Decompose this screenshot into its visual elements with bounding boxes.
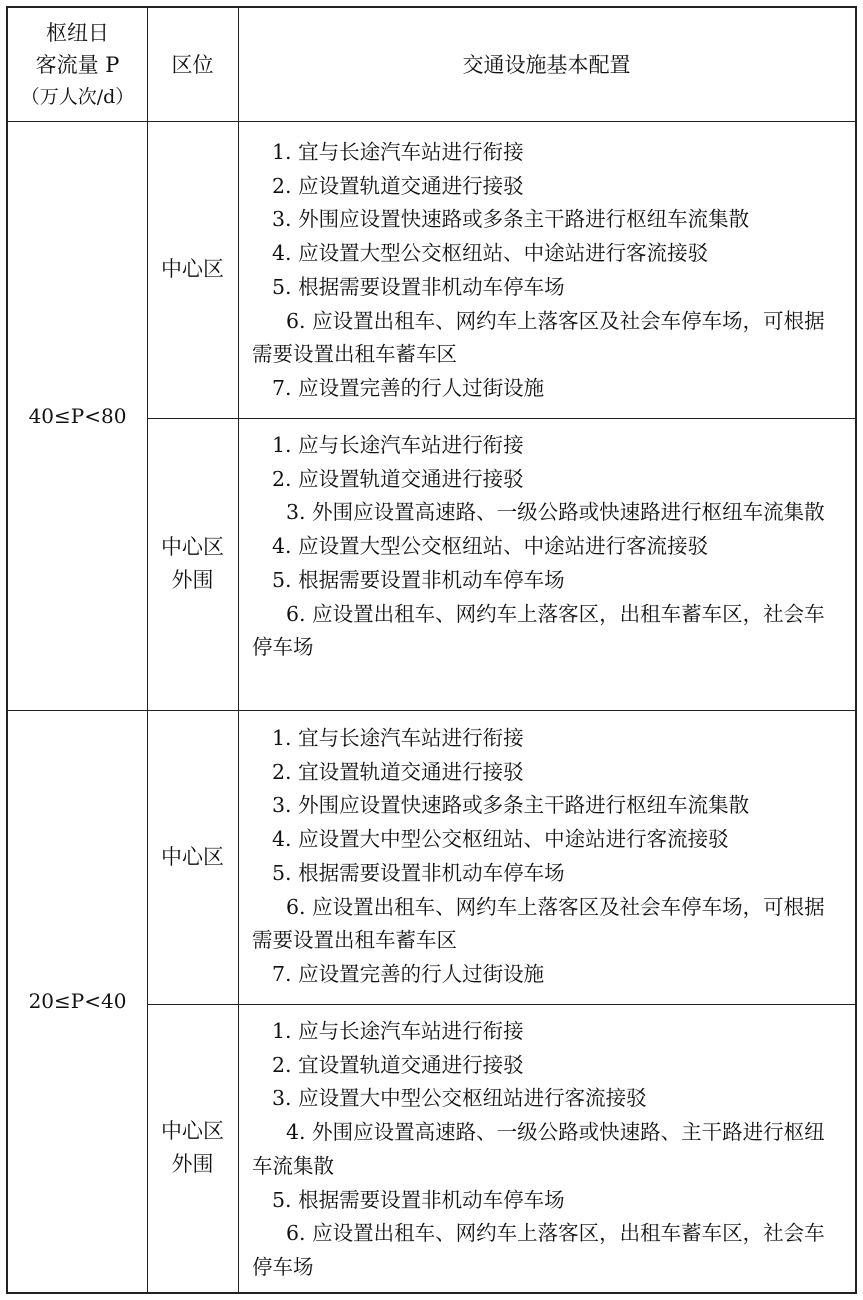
zone-cell bbox=[147, 121, 238, 418]
config-item: 6. 应设置出租车、网约车上落客区，出租车蓄车区，社会车停车场 bbox=[252, 601, 825, 660]
zone-cell bbox=[147, 710, 238, 1004]
zone-cell bbox=[147, 1004, 238, 1292]
zone-label-line1: 中心区 bbox=[161, 1119, 224, 1143]
config-item: 6. 应设置出租车、网约车上落客区及社会车停车场，可根据需要设置出租车蓄车区 bbox=[252, 308, 825, 367]
config-item: 7. 应设置完善的行人过街设施 bbox=[272, 961, 545, 986]
config-item: 5. 根据需要设置非机动车停车场 bbox=[272, 567, 565, 592]
config-item: 3. 外围应设置快速路或多条主干路进行枢纽车流集散 bbox=[272, 207, 750, 232]
config-item: 3. 外围应设置快速路或多条主干路进行枢纽车流集散 bbox=[272, 793, 750, 818]
zone-cell bbox=[147, 418, 238, 710]
zone-label-line2: 外围 bbox=[171, 568, 214, 592]
header-passenger-flow bbox=[8, 8, 147, 121]
config-item: 4. 应设置大中型公交枢纽站、中途站进行客流接驳 bbox=[272, 827, 729, 852]
config-cell bbox=[238, 722, 855, 992]
header-config bbox=[238, 8, 855, 121]
config-item: 6. 应设置出租车、网约车上落客区及社会车停车场，可根据需要设置出租车蓄车区 bbox=[252, 894, 825, 953]
config-item: 2. 宜设置轨道交通进行接驳 bbox=[272, 759, 524, 784]
config-item: 2. 应设置轨道交通进行接驳 bbox=[272, 466, 524, 491]
row-rule bbox=[147, 1004, 855, 1005]
config-cell bbox=[238, 429, 855, 665]
header-zone bbox=[147, 8, 238, 121]
range-label: 40≤P<80 bbox=[28, 403, 127, 428]
config-item: 2. 应设置轨道交通进行接驳 bbox=[272, 173, 524, 198]
config-item: 4. 应设置大型公交枢纽站、中途站进行客流接驳 bbox=[272, 241, 709, 266]
header-col2: 区位 bbox=[171, 52, 214, 77]
config-item: 5. 根据需要设置非机动车停车场 bbox=[272, 274, 565, 299]
header-col1-line2: 客流量 P bbox=[35, 52, 120, 77]
config-item: 2. 宜设置轨道交通进行接驳 bbox=[272, 1052, 524, 1077]
config-cell bbox=[238, 1015, 855, 1285]
config-item: 1. 应与长途汽车站进行衔接 bbox=[272, 433, 524, 457]
config-item: 3. 外围应设置高速路、一级公路或快速路进行枢纽车流集散 bbox=[286, 500, 825, 525]
config-item: 1. 宜与长途汽车站进行衔接 bbox=[272, 140, 524, 164]
config-item: 5. 根据需要设置非机动车停车场 bbox=[272, 860, 565, 885]
config-item: 1. 应与长途汽车站进行衔接 bbox=[272, 1019, 524, 1043]
config-item: 6. 应设置出租车、网约车上落客区，出租车蓄车区，社会车停车场 bbox=[252, 1221, 825, 1279]
config-item: 7. 应设置完善的行人过街设施 bbox=[272, 375, 545, 400]
config-item: 3. 应设置大中型公交枢纽站进行客流接驳 bbox=[272, 1086, 647, 1111]
range-cell bbox=[8, 121, 147, 710]
header-col3: 交通设施基本配置 bbox=[462, 52, 631, 77]
config-item: 5. 根据需要设置非机动车停车场 bbox=[272, 1187, 565, 1212]
row-rule bbox=[147, 418, 855, 419]
config-item: 4. 外围应设置高速路、一级公路或快速路、主干路进行枢纽车流集散 bbox=[252, 1120, 825, 1178]
zone-label: 中心区 bbox=[161, 257, 224, 281]
config-item: 1. 宜与长途汽车站进行衔接 bbox=[272, 726, 524, 750]
range-cell bbox=[8, 710, 147, 1292]
facility-config-table bbox=[6, 6, 857, 1294]
zone-label: 中心区 bbox=[161, 844, 224, 869]
zone-label-line2: 外围 bbox=[171, 1152, 214, 1176]
range-label: 20≤P<40 bbox=[28, 989, 127, 1013]
config-item: 4. 应设置大型公交枢纽站、中途站进行客流接驳 bbox=[272, 534, 709, 559]
header-col1-line1: 枢纽日 bbox=[46, 20, 109, 45]
header-col1-line3: （万人次/d） bbox=[20, 85, 135, 108]
zone-label-line1: 中心区 bbox=[161, 535, 224, 559]
config-cell bbox=[238, 136, 855, 406]
